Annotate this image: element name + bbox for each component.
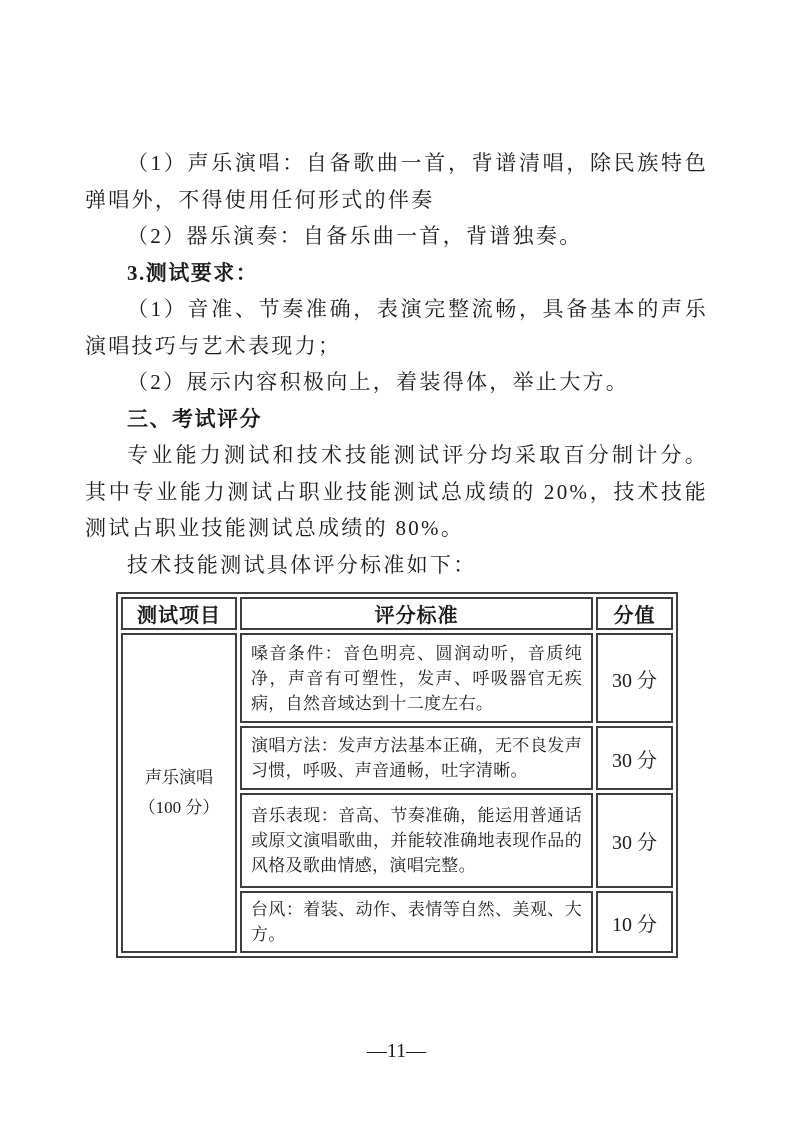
table-cell-test-item-label: [121, 633, 237, 953]
document-body: [85, 145, 708, 958]
table-header-row: [121, 597, 673, 630]
heading-exam-scoring: 三、考试评分: [127, 406, 262, 431]
scoring-standard-table: [116, 592, 678, 958]
paragraph-vocal-performance-requirement: （1）声乐演唱：自备歌曲一首，背谱清唱，除民族特色弹唱外，不得使用任何形式的伴奏: [85, 151, 708, 212]
table-header-scoring-criteria: 评分标准: [240, 597, 593, 630]
criteria-cell-singing-method: 演唱方法：发声方法基本正确，无不良发声习惯，呼吸、声音通畅，吐字清晰。: [240, 726, 593, 790]
page-number: —11—: [366, 1040, 427, 1062]
paragraph-presentation-requirement: （2）展示内容积极向上，着装得体，举止大方。: [127, 370, 630, 394]
criteria-cell-stage-manner: 台风：着装、动作、表情等自然、美观、大方。: [240, 891, 593, 953]
criteria-cell-voice-condition: 嗓音条件：音色明亮、圆润动听，音质纯净，声音有可塑性，发声、呼吸器官无疾病，自然音域达到十二度左右。: [240, 633, 593, 723]
score-cell-singing-method: 30 分: [596, 726, 673, 790]
paragraph-table-intro: 技术技能测试具体评分标准如下：: [127, 552, 477, 577]
test-item-total-score: （100 分）: [138, 798, 220, 817]
test-item-name: 声乐演唱: [145, 768, 213, 787]
score-cell-musical-expression: 30 分: [596, 793, 673, 888]
table-row-voice-condition: [121, 633, 673, 723]
table-header-score-value: 分值: [596, 597, 673, 630]
score-cell-stage-manner: 10 分: [596, 891, 673, 953]
criteria-cell-musical-expression: 音乐表现：音高、节奏准确，能运用普通话或原文演唱歌曲，并能较准确地表现作品的风格及歌曲情感，演唱完整。: [240, 793, 593, 888]
heading-test-requirements: 3.测试要求：: [127, 260, 259, 285]
paragraph-pitch-rhythm-requirement: （1）音准、节奏准确，表演完整流畅，具备基本的声乐演唱技巧与艺术表现力；: [85, 297, 708, 358]
score-cell-voice-condition: 30 分: [596, 633, 673, 723]
table-header-test-item: 测试项目: [121, 597, 237, 630]
paragraph-instrumental-performance-requirement: （2）器乐演奏：自备乐曲一首，背谱独奏。: [127, 224, 583, 248]
paragraph-scoring-scheme: 专业能力测试和技术技能测试评分均采取百分制计分。其中专业能力测试占职业技能测试总成绩的 20%，技术技能测试占职业技能测试总成绩的 80%。: [85, 443, 708, 540]
